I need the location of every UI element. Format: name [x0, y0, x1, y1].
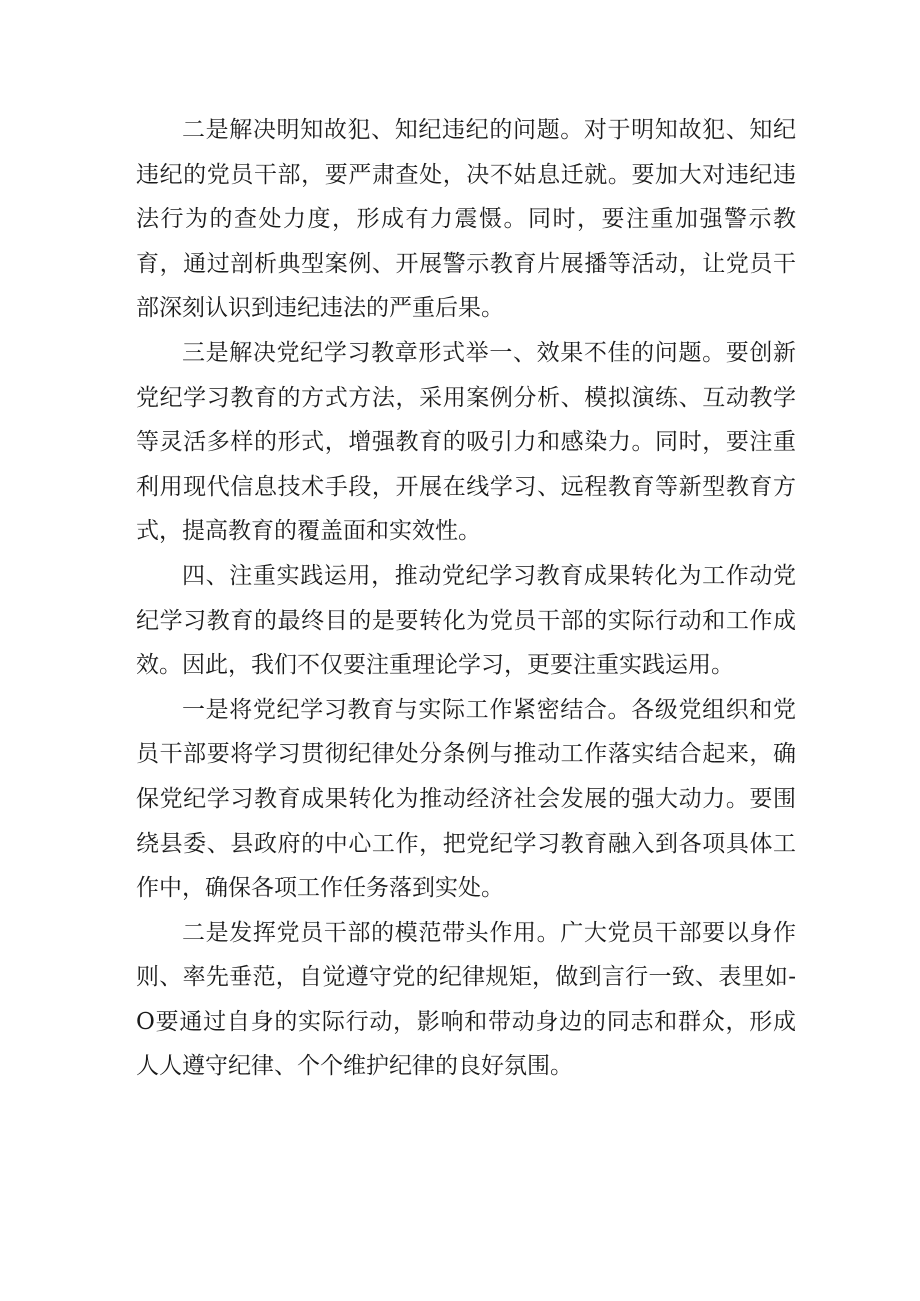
- paragraph-3: 四、注重实践运用，推动党纪学习教育成果转化为工作动党纪学习教育的最终目的是要转化为党员干部的实际行动和工作成效。因此，我们不仅要注重理论学习，更要注重实践运用。: [136, 562, 796, 679]
- document-body: [136, 108, 796, 1089]
- paragraph-4: 一是将党纪学习教育与实际工作紧密结合。各级党组织和党员干部要将学习贯彻纪律处分条例与推动工作落实结合起来，确保党纪学习教育成果转化为推动经济社会发展的强大动力。要围绕县委、县政府的中心工作，把党纪学习教育融入到各项具体工作中，确保各项工作任务落到实处。: [136, 696, 796, 902]
- paragraph-1: 二是解决明知故犯、知纪违纪的问题。对于明知故犯、知纪违纪的党员干部，要严肃查处，决不姑息迁就。要加大对违纪违法行为的查处力度，形成有力震慑。同时，要注重加强警示教育，通过剖析典型案例、开展警示教育片展播等活动，让党员干部深刻认识到违纪违法的严重后果。: [136, 117, 796, 322]
- paragraph-5: 二是发挥党员干部的模范带头作用。广大党员干部要以身作则、率先垂范，自觉遵守党的纪律规矩，做到言行一致、表里如-O要通过自身的实际行动，影响和带动身边的同志和群众，形成人人遵守纪律、个个维护纪律的良好氛围。: [136, 919, 796, 1080]
- paragraph-2: 三是解决党纪学习教章形式举一、效果不佳的问题。要创新党纪学习教育的方式方法，采用案例分析、模拟演练、互动教学等灵活多样的形式，增强教育的吸引力和感染力。同时，要注重利用现代信息技术手段，开展在线学习、远程教育等新型教育方式，提高教育的覆盖面和实效性。: [136, 339, 796, 545]
